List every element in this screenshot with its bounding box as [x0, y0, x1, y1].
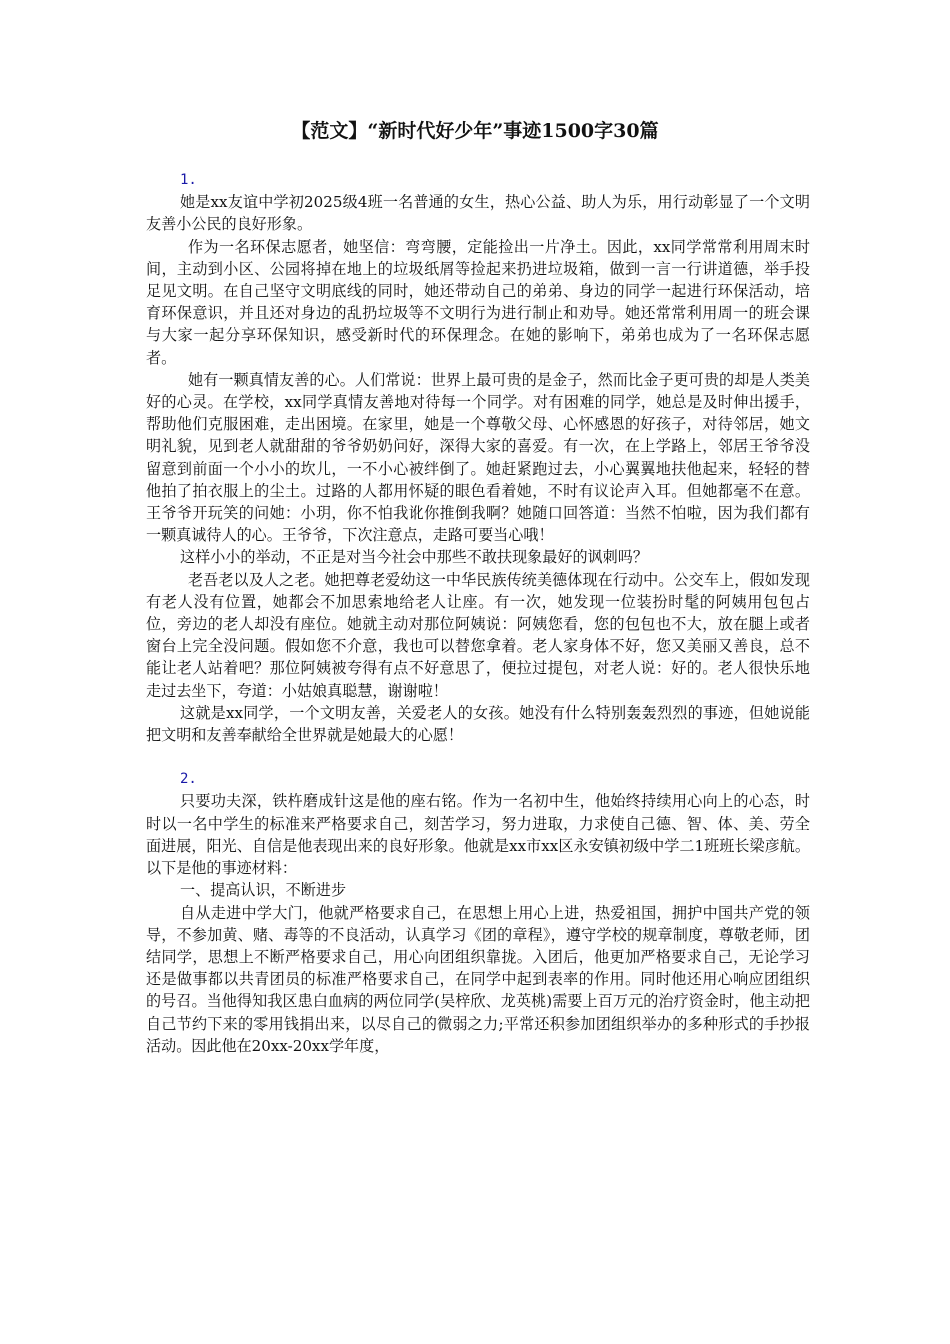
paragraph: 作为一名环保志愿者，她坚信：弯弯腰，定能捡出一片净土。因此，xx同学常常利用周末时间，主动到小区、公园将掉在地上的垃圾纸屑等捡起来扔进垃圾箱，做到一言一行讲道德，举手投足见文明。在自己坚守文明底线的同时，她还带动自己的弟弟、身边的同学一起进行环保活动，培育环保意识，并且还对身边的乱扔垃圾等不文明行为进行制止和劝导。她还常常利用周一的班会课与大家一起分享环保知识，感受新时代的环保理念。在她的影响下，弟弟也成为了一名环保志愿者。 [146, 237, 810, 367]
paragraph: 这样小小的举动，不正是对当今社会中那些不敢扶现象最好的讽刺吗？ [180, 548, 648, 567]
paragraph: 老吾老以及人之老。她把尊老爱幼这一中华民族传统美德体现在行动中。公交车上，假如发现有老人没有位置，她都会不加思索地给老人让座。有一次，她发现一位装扮时髦的阿姨用包包占位，旁边的老人却没有座位。她就主动对那位阿姨说：阿姨您看，您的包包也不大，放在腿上或者窗台上完全没问题。假如您不介意，我也可以替您拿着。老人家身体不好，您又美丽又善良，总不能让老人站着吧？那位阿姨被夸得有点不好意思了，便拉过提包，对老人说：好的。老人很快乐地走过去坐下，夸道：小姑娘真聪慧，谢谢啦！ [146, 570, 810, 700]
subheading: 一、提高认识，不断进步 [180, 881, 347, 900]
section-spacer [146, 746, 810, 768]
section-number: 1. [180, 172, 197, 188]
section-number: 2. [180, 771, 197, 788]
document-body [146, 169, 810, 1057]
paragraph: 她是xx友谊中学初2025级4班一名普通的女生，热心公益、助人为乐，用行动彰显了一个文明友善小公民的良好形象。 [146, 193, 810, 234]
section-1 [146, 169, 810, 746]
paragraph: 只要功夫深，铁杵磨成针这是他的座右铭。作为一名初中生，他始终持续用心向上的心态，时时以一名中学生的标准来严格要求自己，刻苦学习，努力进取，力求使自己德、智、体、美、劳全面进展，阳光、自信是他表现出来的良好形象。他就是xx市xx区永安镇初级中学二1班班长梁彦航。以下是他的事迹材料： [146, 792, 810, 878]
document-title: 【范文】“新时代好少年”事迹1500字30篇 [291, 120, 659, 142]
section-2 [146, 768, 810, 1057]
paragraph: 这就是xx同学，一个文明友善，关爱老人的女孩。她没有什么特别轰轰烈烈的事迹，但她说能把文明和友善奉献给全世界就是她最大的心愿！ [146, 703, 810, 745]
paragraph: 她有一颗真情友善的心。人们常说：世界上最可贵的是金子，然而比金子更可贵的却是人类美好的心灵。在学校，xx同学真情友善地对待每一个同学。对有困难的同学，她总是及时伸出援手，帮助他们克服困难，走出困境。在家里，她是一个尊敬父母、心怀感恩的好孩子，对待邻居，她文明礼貌，见到老人就甜甜的爷爷奶奶问好，深得大家的喜爱。有一次，在上学路上，邻居王爷爷没留意到前面一个小小的坎儿，一不小心被绊倒了。她赶紧跑过去，小心翼翼地扶他起来，轻轻的替他拍了拍衣服上的尘土。过路的人都用怀疑的眼色看着她，不时有议论声入耳。但她都毫不在意。王爷爷开玩笑的问她：小玥，你不怕我讹你推倒我啊？她随口回答道：当然不怕啦，因为我们都有一颗真诚待人的心。王爷爷，下次注意点，走路可要当心哦！ [146, 370, 810, 545]
paragraph: 自从走进中学大门，他就严格要求自己，在思想上用心上进，热爱祖国，拥护中国共产党的领导，不参加黄、赌、毒等的不良活动，认真学习《团的章程》，遵守学校的规章制度，尊敬老师，团结同学，思想上不断严格要求自己，用心向团组织靠拢。入团后，他更加严格要求自己，无论学习还是做事都以共青团员的标准严格要求自己，在同学中起到表率的作用。同时他还用心响应团组织的号召。当他得知我区患白血病的两位同学(吴梓欣、龙英桃)需要上百万元的治疗资金时，他主动把自己节约下来的零用钱捐出来，以尽自己的微弱之力;平常还积参加团组织举办的多种形式的手抄报活动。因此他在20xx-20xx学年度， [146, 903, 810, 1055]
